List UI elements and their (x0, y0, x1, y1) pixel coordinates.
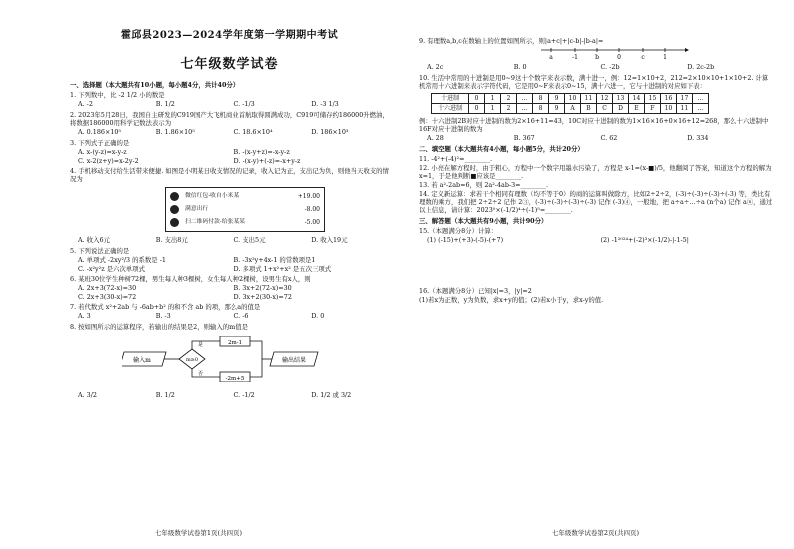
choice: A. x-(y-z)=x-y-z (78, 147, 127, 156)
choice: D. 334 (687, 134, 709, 142)
question-5: 5. 下列说法正确的是 (70, 246, 130, 255)
table-cell: F (645, 104, 661, 114)
table-cell: A (565, 104, 581, 114)
table-cell: 8 (533, 104, 549, 114)
question-13: 13. 若 a²-2ab=6，则 2a²-4ab-3=________. (419, 181, 549, 189)
payment-row (170, 203, 320, 216)
question-11: 11. -4²+(-4)²=________. (419, 155, 493, 163)
exam-title: 七年级数学试卷 (180, 56, 279, 72)
choice: D. -(x-y)+(-z)=-x+y-z (233, 156, 301, 165)
number-line (539, 46, 689, 60)
number-line-arrow (685, 48, 689, 52)
choice: D. 186×10³ (311, 127, 349, 136)
choice: D. 2c-2b (687, 63, 715, 71)
choice: A. 28 (427, 134, 444, 142)
section-choice-title: 一、选择题（本大题共有10小题，每小题4分，共计40分） (70, 80, 240, 89)
payment-amount: -8.00 (304, 205, 320, 213)
table-row (432, 94, 709, 104)
question-9-choices (427, 63, 774, 71)
question-15: 15.（本题满分8分）计算： (419, 227, 498, 235)
choice: B. 1/2 (155, 390, 175, 399)
sub-question: (2) -1²⁰²⁴+(-2)³×(-1/2)-|-1-5| (600, 236, 689, 244)
choice: B. 1.86×10⁵ (155, 127, 195, 136)
question-5-choices (78, 256, 389, 273)
answer-space (419, 246, 774, 286)
choice: B. -(x-y+z)=-x-y-z (233, 147, 290, 156)
question-7: 7. 若代数式 x²+2ab 与 -6ab+b² 的和不含 ab 的项，那么a的值是 (70, 302, 261, 311)
flowchart-diagram (122, 336, 322, 382)
number-line-label: c (641, 54, 645, 60)
payment-amount: +19.00 (297, 192, 320, 200)
choice: C. 18.6×10⁴ (233, 127, 273, 136)
number-line-label: 1 (663, 54, 667, 60)
section-answer-title: 三、解答题（本大题共有9小题，共计90分） (419, 217, 548, 225)
choice: C. -1/3 (233, 99, 255, 108)
question-8: 8. 按如图所示的运算程序，若输出的结果是2，则输入的m值是 (70, 322, 249, 331)
flowchart-op-yes: 2m-1 (227, 339, 243, 346)
choice: B. 1/2 (155, 99, 175, 108)
table-cell: … (693, 94, 709, 104)
table-cell: C (597, 104, 613, 114)
question-10-example: 例：十六进制2B对应十进制的数为2×16+11=43，10C对应十进制的数为1×16×16+0×16+12=268，那么十六进制中16F对应十进制的数为 (419, 117, 769, 133)
payment-row (170, 190, 320, 203)
section-fill-title: 二、填空题（本大题共有4小题，每小题5分，共计20分） (419, 145, 584, 153)
table-cell: 8 (533, 94, 549, 104)
question-6-choices (78, 284, 389, 301)
table-header: 十进制 (432, 94, 469, 104)
sub-question: (1) (-15)+(+3)-(-5)-(+7) (427, 236, 504, 244)
wallet-icon (170, 218, 179, 227)
base-conversion-table (431, 93, 709, 114)
choice: D. -3 1/3 (311, 99, 339, 108)
choice: C. -6 (233, 311, 249, 320)
flowchart-no-label: 否 (198, 370, 204, 377)
question-16: 16.（本题满分8分）已知|x|=3，|y|=2 (419, 287, 532, 295)
table-cell: 12 (597, 94, 613, 104)
page-footer: 七年级数学试卷第1页(共四页) (154, 528, 243, 537)
table-cell: … (693, 104, 709, 114)
question-4-choices (78, 236, 389, 244)
question-2-choices (78, 128, 389, 136)
choice: D. 0 (311, 311, 325, 320)
table-cell: 10 (661, 104, 677, 114)
payment-amount: -5.00 (304, 218, 320, 226)
choice: A. 2c (427, 63, 444, 71)
question-10: 10. 生活中常用的十进制是用0~9这十个数字来表示数，满十进一，例：12=1×10+2，212=2×10×10+1×10+2. 计算机常用十六进制来表示字符代码，它是用0~F来表示0~15，满十六进一，它与十进制的对应如下表： (419, 74, 769, 90)
question-1: 1. 下列数中，比 -2 1/2 小的数是 (70, 90, 165, 99)
flowchart-yes-label: 是 (198, 341, 204, 348)
question-3: 3. 下列式子正确的是 (70, 138, 130, 147)
table-cell: 14 (629, 94, 645, 104)
choice: C. 2x+3(30-x)=72 (78, 292, 137, 301)
choice: A. -2 (78, 99, 93, 108)
table-header: 十六进制 (432, 104, 469, 114)
flowchart-arrow (192, 341, 220, 349)
exam-header: 霍邱县2023—2024学年度第一学期期中考试 (120, 30, 339, 41)
table-cell: E (629, 104, 645, 114)
table-cell: 13 (613, 94, 629, 104)
table-cell: 1 (485, 104, 501, 114)
question-8-choices (78, 391, 389, 399)
table-cell: 16 (661, 94, 677, 104)
question-6: 6. 某班30位学生种树72棵，男生每人种3棵树，女生每人种2棵树，设男生有x人，则 (70, 274, 311, 283)
payment-row (170, 216, 320, 229)
question-14: 14. 定义新运算：求若干个相同有理数（均不等于0）的商的运算叫做除方，比如2÷2÷2，(-3)÷(-3)÷(-3)÷(-3) 等，类比有理数的乘方，我们把 2÷2÷2 记作 2③，(-3)÷(-3)÷(-3)÷(-3) 记作 (-3)④，一般地，把 a÷a÷…÷a (n个a) 记作 aⓝ，通过以上信息，请计算：2023⁰×(-1/2)⁴÷(-1)⁵=________. (419, 190, 773, 214)
choice: D. 3x+2(30-x)=72 (233, 292, 292, 301)
table-cell: 0 (469, 104, 485, 114)
choice: C. 支出5元 (233, 235, 266, 244)
question-16-text: (1)若x为正数，y为负数，求x+y的值；(2)若x小于y，求x-y的值. (419, 296, 604, 304)
question-4: 4. 手机移动支付给生活带来便捷. 如图是小明某日收支情况的记录，收入记为正，支出记为负，则他当天收支的情况为 (70, 166, 389, 183)
choice: C. x-2(z+y)=x-2y-2 (78, 156, 139, 165)
page-footer: 七年级数学试卷第2页(共四页) (551, 528, 640, 537)
table-cell: 0 (469, 94, 485, 104)
table-row (432, 104, 709, 114)
choice: A. 单项式 -2xy²/3 的系数是 -1 (78, 255, 166, 264)
table-cell: … (517, 94, 533, 104)
choice: C. 62 (600, 134, 618, 142)
payment-desc: 微信红包-收自小米某 (185, 192, 240, 199)
flowchart-arrow (250, 341, 262, 377)
table-cell: 17 (677, 94, 693, 104)
table-cell: 2 (501, 94, 517, 104)
choice: D. 收入19元 (311, 235, 348, 244)
choice: B. 367 (513, 134, 535, 142)
choice: A. 3 (78, 311, 91, 320)
choice: A. 收入6元 (78, 235, 110, 244)
payment-desc: 扫二维码付款-给张某某 (185, 218, 245, 225)
table-cell: D (613, 104, 629, 114)
flowchart-output: 输出结果 (281, 356, 307, 364)
flowchart-op-no: -2m+5 (225, 375, 245, 382)
choice: D. 多项式 1+x²+x² 是五次三项式 (233, 264, 332, 273)
question-12: 12. 小亮在解方程时，由于粗心，方程中一个数字用墨水污染了，方程是 x-1=(x-■)/5，他翻阅了答案，知道这个方程的解为 x=1，于是他判断■应该是________. (419, 164, 772, 180)
table-cell: 9 (549, 94, 565, 104)
table-cell: 1 (485, 94, 501, 104)
transfer-icon (170, 192, 179, 201)
table-cell: 2 (501, 104, 517, 114)
choice: D. 1/2 或 3/2 (311, 390, 352, 399)
choice: A. 3/2 (78, 390, 97, 399)
table-cell: 11 (581, 94, 597, 104)
question-9: 9. 有理数a,b,c在数轴上的位置如图所示，则|a+c|+|c-b|-|b-a|= (419, 37, 604, 45)
number-line-label: b (595, 54, 599, 60)
table-cell: 15 (645, 94, 661, 104)
question-1-choices (78, 100, 389, 108)
choice: B. -3 (155, 311, 171, 320)
choice: B. 支出8元 (155, 235, 188, 244)
question-3-choices (78, 148, 389, 165)
table-cell: 9 (549, 104, 565, 114)
exam-page-2 (397, 0, 794, 549)
number-line-label: a (549, 54, 553, 60)
choice: B. -3x²y+4x-1 的常数项是1 (233, 255, 316, 264)
question-10-choices (427, 134, 774, 142)
question-2: 2. 2023年5月28日，我国自主研发的C919国产大飞机商业首航取得圆满成功，C919可储存约186000升燃油，将数据186000用科学记数法表示为 (70, 110, 389, 127)
flowchart-condition: m≥0 (185, 356, 199, 363)
flowchart-input: 输入m (133, 356, 151, 364)
number-line-label: -1 (572, 54, 578, 60)
choice: B. 0 (513, 63, 527, 71)
payment-record-box (165, 187, 325, 232)
shop-icon (170, 205, 179, 214)
flowchart-arrow (192, 369, 220, 377)
choice: B. 3x+2(72-x)=30 (233, 283, 292, 292)
choice: A. 2x+3(72-x)=30 (78, 283, 137, 292)
table-cell: B (581, 104, 597, 114)
table-cell: … (517, 104, 533, 114)
table-cell: 11 (677, 104, 693, 114)
choice: C. -1/2 (233, 390, 255, 399)
choice: A. 0.186×10⁵ (78, 127, 122, 136)
number-line-label: 0 (617, 54, 621, 60)
question-15-parts (427, 236, 774, 244)
payment-desc: 满意出行 (185, 205, 209, 212)
question-7-choices (78, 312, 389, 320)
choice: C. -x²y²z 是六次单项式 (78, 264, 145, 273)
choice: C. -2b (600, 63, 620, 71)
table-cell: 10 (565, 94, 581, 104)
